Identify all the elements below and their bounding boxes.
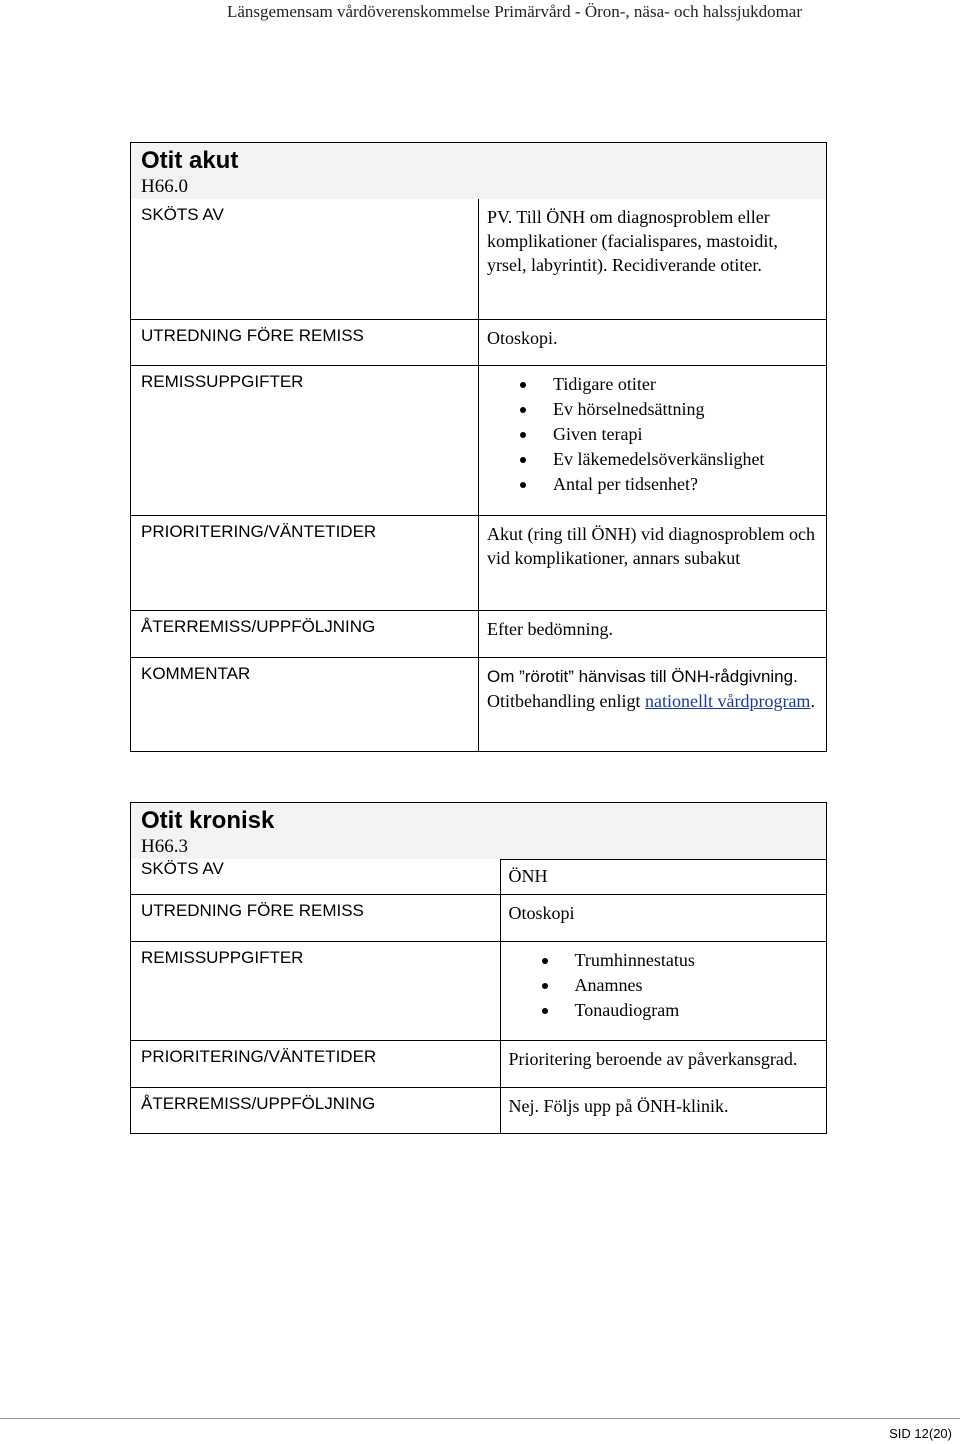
diagnosis-code: H66.3 xyxy=(141,836,188,857)
remiss-list xyxy=(509,948,817,1023)
value-kommentar xyxy=(479,658,827,752)
page-header xyxy=(0,0,960,24)
list-item: Anamnes xyxy=(575,973,817,998)
header-title: Länsgemensam vårdöverenskommelse Primärvård - Öron-, näsa- och halssjukdomar xyxy=(227,2,802,21)
kommentar-end: . xyxy=(810,691,815,711)
list-item: Ev läkemedelsöverkänslighet xyxy=(553,447,816,472)
label-remissuppgifter: REMISSUPPGIFTER xyxy=(131,941,501,1040)
footer-divider xyxy=(0,1418,960,1419)
value-aterremiss: Nej. Följs upp på ÖNH-klinik. xyxy=(500,1087,827,1133)
value-utredning: Otoskopi xyxy=(500,894,827,941)
label-utredning: UTREDNING FÖRE REMISS xyxy=(131,320,479,366)
card-title: Otit kronisk xyxy=(141,807,275,834)
value-skots-av: ÖNH xyxy=(500,859,827,894)
list-item: Ev hörselnedsättning xyxy=(553,397,816,422)
value-remissuppgifter xyxy=(479,366,827,516)
vardprogram-link[interactable]: nationellt vårdprogram xyxy=(644,691,811,711)
list-item: Antal per tidsenhet? xyxy=(553,472,816,497)
value-aterremiss: Efter bedömning. xyxy=(479,611,827,658)
list-item: Tonaudiogram xyxy=(575,998,817,1023)
card-otit-kronisk xyxy=(130,802,827,1134)
kommentar-text-a: Om ”rörotit” hänvisas till ÖNH-rådgivning. xyxy=(487,667,798,686)
card-header xyxy=(131,143,827,200)
label-skots-av: SKÖTS AV xyxy=(131,859,501,894)
list-item: Tidigare otiter xyxy=(553,372,816,397)
page-number: SID 12(20) xyxy=(889,1426,952,1441)
value-utredning: Otoskopi. xyxy=(479,320,827,366)
diagnosis-code: H66.0 xyxy=(141,176,188,197)
label-prioritering: PRIORITERING/VÄNTETIDER xyxy=(131,1040,501,1087)
value-skots-av: PV. Till ÖNH om diagnosproblem eller komplikationer (facialispares, mastoidit, yrsel, labyrintit). Recidiverande otiter. xyxy=(479,199,827,320)
card-title: Otit akut xyxy=(141,147,239,174)
card-header xyxy=(131,803,501,860)
list-item: Given terapi xyxy=(553,422,816,447)
kommentar-text-b: Otitbehandling enligt xyxy=(487,691,641,711)
label-utredning: UTREDNING FÖRE REMISS xyxy=(131,894,501,941)
value-prioritering: Prioritering beroende av påverkansgrad. xyxy=(500,1040,827,1087)
label-skots-av: SKÖTS AV xyxy=(131,199,479,320)
label-aterremiss: ÅTERREMISS/UPPFÖLJNING xyxy=(131,611,479,658)
label-prioritering: PRIORITERING/VÄNTETIDER xyxy=(131,516,479,611)
value-prioritering: Akut (ring till ÖNH) vid diagnosproblem och vid komplikationer, annars subakut xyxy=(479,516,827,611)
label-kommentar: KOMMENTAR xyxy=(131,658,479,752)
card-otit-akut xyxy=(130,142,827,752)
label-aterremiss: ÅTERREMISS/UPPFÖLJNING xyxy=(131,1087,501,1133)
value-remissuppgifter xyxy=(500,941,827,1040)
header-spacer xyxy=(500,803,827,860)
list-item: Trumhinnestatus xyxy=(575,948,817,973)
remiss-list xyxy=(487,372,816,497)
label-remissuppgifter: REMISSUPPGIFTER xyxy=(131,366,479,516)
